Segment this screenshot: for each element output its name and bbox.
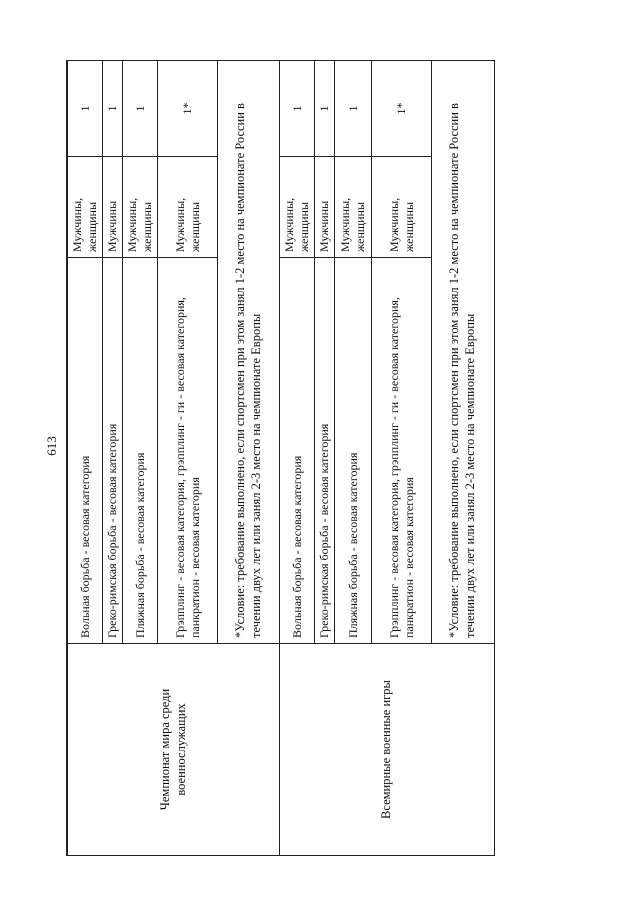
count-cell: 1 <box>315 61 335 157</box>
count-cell: 1 <box>335 61 372 157</box>
competition-table <box>66 60 495 856</box>
count-cell: 1 <box>103 61 123 157</box>
competition-cell: Чемпионат мира среди военнослужащих <box>67 644 280 856</box>
discipline-cell: Греко-римская борьба - весовая категория <box>103 258 123 644</box>
gender-cell: Мужчины, женщины <box>335 157 372 258</box>
gender-cell: Мужчины <box>103 157 123 258</box>
competition-cell: Всемирные военные игры <box>280 644 495 856</box>
discipline-cell: Грэпплинг - весовая категория, грэпплинг - ги - весовая категория, панкратион - весовая категория <box>372 258 432 644</box>
gender-cell: Мужчины <box>315 157 335 258</box>
page-number: 613 <box>44 436 59 456</box>
rotated-table-frame <box>66 61 478 856</box>
count-cell: 1 <box>67 61 103 157</box>
discipline-cell: Вольная борьба - весовая категория <box>280 258 315 644</box>
condition-note: *Условие: требование выполнено, если спортсмен при этом занял 1-2 место на чемпионате России в течении двух лет или занял 2-3 место на чемпионате Европы <box>218 61 280 644</box>
count-cell: 1* <box>372 61 432 157</box>
gender-cell: Мужчины, женщины <box>123 157 158 258</box>
count-cell: 1 <box>123 61 158 157</box>
condition-note: *Условие: требование выполнено, если спортсмен при этом занял 1-2 место на чемпионате России в течении двух лет или занял 2-3 место на чемпионате Европы <box>432 61 495 644</box>
discipline-cell: Грэпплинг - весовая категория, грэпплинг - ги - весовая категория, панкратион - весовая категория <box>158 258 218 644</box>
discipline-cell: Пляжная борьба - весовая категория <box>335 258 372 644</box>
gender-cell: Мужчины, женщины <box>67 157 103 258</box>
discipline-cell: Греко-римская борьба - весовая категория <box>315 258 335 644</box>
count-cell: 1 <box>280 61 315 157</box>
discipline-cell: Пляжная борьба - весовая категория <box>123 258 158 644</box>
count-cell: 1* <box>158 61 218 157</box>
gender-cell: Мужчины, женщины <box>158 157 218 258</box>
discipline-cell: Вольная борьба - весовая категория <box>67 258 103 644</box>
gender-cell: Мужчины, женщины <box>372 157 432 258</box>
table-row <box>67 61 103 856</box>
gender-cell: Мужчины, женщины <box>280 157 315 258</box>
table-row <box>280 61 315 856</box>
